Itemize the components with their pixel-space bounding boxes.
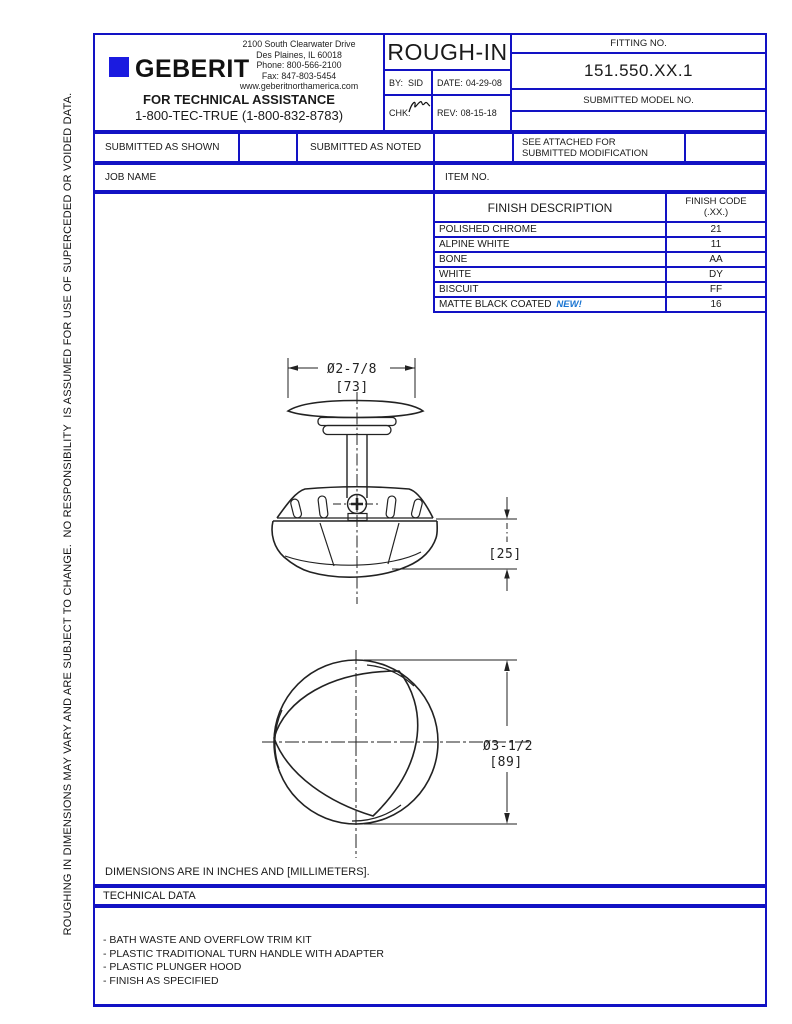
finish-description-header: FINISH DESCRIPTION [487, 200, 613, 215]
drawing-area [93, 192, 767, 886]
header-brand-pane [95, 35, 385, 130]
by-label: BY: [389, 77, 404, 88]
address-line: Des Plaines, IL 60018 [256, 49, 342, 60]
chk-signature [407, 98, 431, 116]
assistance-phone: 1-800-TEC-TRUE (1-800-832-8783) [134, 108, 344, 123]
finish-row [435, 298, 765, 311]
attached-note-line2: SUBMITTED MODIFICATION [522, 147, 648, 159]
item-no-label: ITEM NO. [445, 172, 490, 183]
assistance-title: FOR TECHNICAL ASSISTANCE [143, 92, 335, 107]
finish-desc: MATTE BLACK COATED NEW! [439, 299, 582, 310]
technical-data-item: - BATH WASTE AND OVERFLOW TRIM KIT [103, 934, 312, 946]
technical-data-item: - FINISH AS SPECIFIED [103, 974, 219, 987]
new-badge: NEW! [556, 299, 582, 310]
dim-hood-height-label: [25] [488, 547, 522, 562]
by-cell [385, 71, 433, 94]
finish-table-header [435, 194, 765, 223]
submitted-noted-checkbox-cell [435, 134, 514, 161]
doc-type-title: ROUGH-IN [385, 35, 510, 71]
dim-top-diameter-label: Ø2-7/8 [327, 362, 377, 377]
address-line: www.geberitnorthamerica.com [239, 81, 359, 92]
attached-note-line1: SEE ATTACHED FOR [522, 136, 616, 148]
finish-row [435, 238, 765, 253]
submittal-row [93, 132, 767, 163]
submitted-shown-checkbox-cell [240, 134, 298, 161]
rev-label: REV: [437, 108, 458, 118]
finish-row [435, 253, 765, 268]
date-cell [433, 71, 510, 94]
address-line: Fax: 847-803-5454 [261, 70, 337, 81]
finish-code-header: FINISH CODE (.XX.) [665, 194, 765, 221]
rev-value: 08-15-18 [460, 108, 497, 118]
header-fitting-pane [512, 35, 765, 130]
header-box [93, 33, 767, 132]
finish-desc: WHITE [439, 269, 472, 280]
finish-row [435, 283, 765, 298]
submitted-model-label: SUBMITTED MODEL NO. [512, 90, 765, 112]
dim-circle-mm-label: [89] [489, 755, 523, 770]
rev-cell [433, 96, 510, 130]
finish-code: AA [665, 253, 765, 266]
address-block [219, 39, 379, 92]
technical-data-box [93, 906, 767, 1007]
date-value: 04-29-08 [465, 77, 502, 88]
job-row [93, 163, 767, 192]
attached-note-cell [514, 134, 686, 161]
submitted-model-empty [512, 112, 765, 130]
address-line: Phone: 800-566-2100 [256, 60, 342, 71]
fitting-no-label: FITTING NO. [512, 35, 765, 54]
finish-row [435, 268, 765, 283]
date-label: DATE: [437, 77, 463, 88]
finish-code: DY [665, 268, 765, 281]
finish-code: FF [665, 283, 765, 296]
finish-row [435, 223, 765, 238]
finish-desc: ALPINE WHITE [439, 239, 510, 250]
finish-code: 11 [665, 238, 765, 251]
fitting-no-value: 151.550.XX.1 [512, 54, 765, 90]
technical-data-item: - PLASTIC TRADITIONAL TURN HANDLE WITH ADAPTER [103, 947, 385, 960]
chk-label: CHK: [389, 108, 411, 118]
chk-cell [385, 96, 433, 130]
dim-circle-diameter-label: Ø3-1/2 [483, 739, 533, 754]
finish-desc: BONE [439, 254, 468, 265]
dim-top-mm-label: [73] [335, 380, 369, 395]
side-disclaimer: ROUGHING IN DIMENSIONS MAY VARY AND ARE SUBJECT TO CHANGE. NO RESPONSIBILITY IS ASSUMED FOR USE OF SUPERCEDED OR VOIDED DATA. [62, 92, 74, 936]
job-name-label: JOB NAME [95, 165, 435, 190]
submitted-as-noted-cell: SUBMITTED AS NOTED [298, 134, 435, 161]
units-note: DIMENSIONS ARE IN INCHES AND [MILLIMETERS]. [105, 866, 370, 878]
finish-desc: BISCUIT [439, 284, 479, 295]
attached-checkbox-cell [686, 134, 765, 161]
technical-data-header: TECHNICAL DATA [93, 886, 767, 906]
geberit-logo-icon [109, 57, 129, 77]
submitted-as-shown-cell: SUBMITTED AS SHOWN [95, 134, 240, 161]
header-doc-pane [385, 35, 512, 130]
brand-text: GEBERIT [135, 55, 250, 83]
technical-data-list [103, 934, 384, 988]
by-date-row [385, 71, 510, 96]
finish-code: 21 [665, 223, 765, 236]
finish-code: 16 [665, 298, 765, 311]
address-line: 2100 South Clearwater Drive [242, 39, 356, 49]
by-value: SID [408, 77, 424, 88]
technical-data-item: - PLASTIC PLUNGER HOOD [103, 961, 242, 973]
finish-table [433, 194, 765, 313]
finish-desc: POLISHED CHROME [439, 224, 537, 235]
chk-rev-row [385, 96, 510, 130]
